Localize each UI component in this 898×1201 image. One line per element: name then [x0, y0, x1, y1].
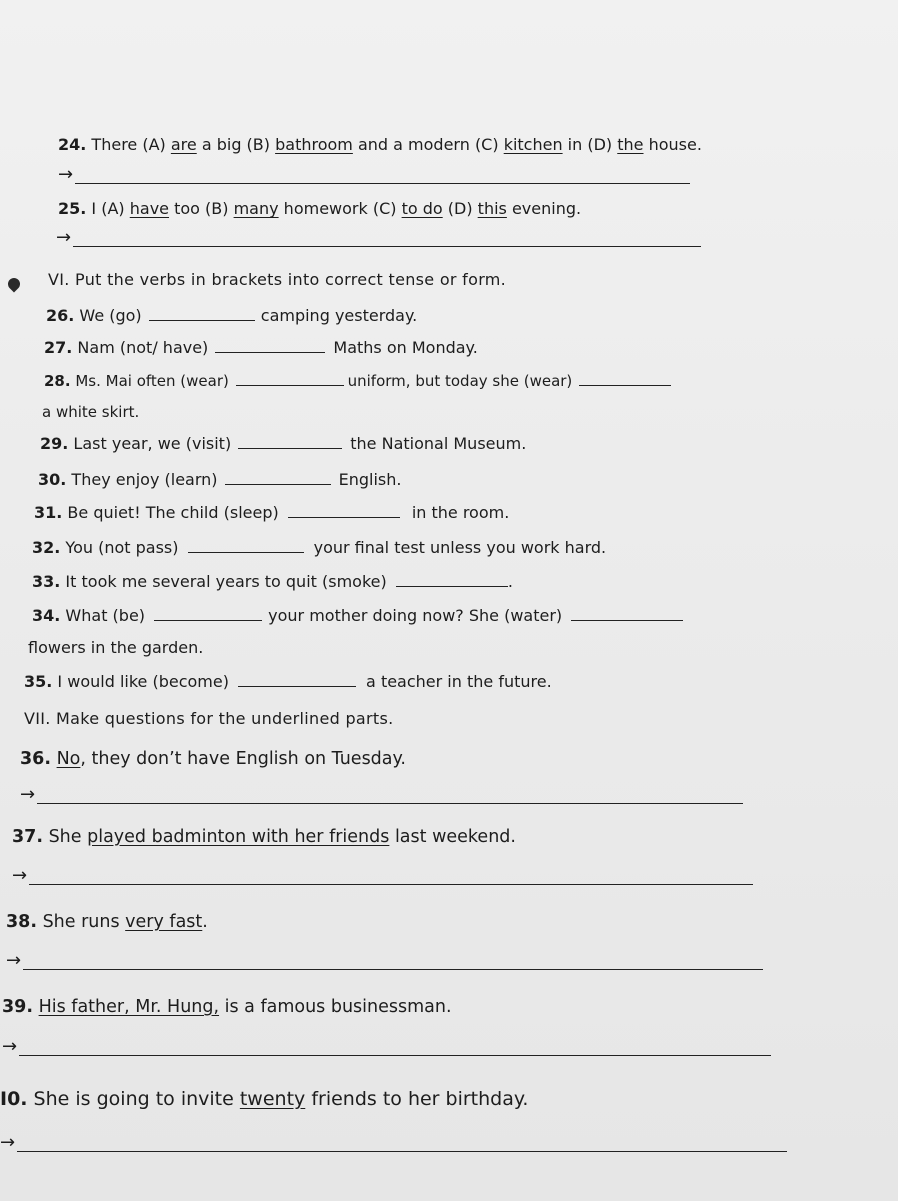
question-text: There (A) [86, 135, 171, 154]
question-40 [0, 1088, 528, 1110]
arrow-icon: → [12, 865, 28, 886]
fill-blank[interactable] [225, 472, 331, 485]
underlined-option-a: have [129, 199, 170, 218]
fill-blank[interactable] [149, 308, 255, 321]
underlined-option-c: to do [401, 199, 443, 218]
answer-line-36[interactable] [20, 786, 743, 804]
fill-blank[interactable] [396, 574, 508, 587]
question-32 [32, 538, 606, 557]
question-text: too (B) [169, 199, 234, 218]
question-28 [44, 372, 671, 390]
question-29 [40, 434, 526, 453]
question-text: I would like (become) [52, 672, 235, 691]
question-text: Nam (not/ have) [72, 338, 214, 357]
question-text: (D) [442, 199, 478, 218]
question-number: 24. [58, 135, 87, 154]
answer-blank[interactable] [19, 1043, 771, 1056]
question-number: 30. [38, 470, 67, 489]
question-27 [44, 338, 478, 357]
answer-line-39[interactable] [2, 1038, 771, 1056]
question-text: . [507, 572, 513, 591]
section-vii-title: VII. Make questions for the underlined parts. [24, 709, 394, 728]
answer-blank[interactable] [17, 1139, 787, 1152]
question-text: It took me several years to quit (smoke) [60, 572, 392, 591]
answer-line-24[interactable] [58, 166, 690, 184]
question-text: in (D) [562, 135, 618, 154]
question-number: 33. [32, 572, 61, 591]
fill-blank[interactable] [238, 674, 356, 687]
fill-blank[interactable] [288, 505, 400, 518]
question-text: Last year, we (visit) [68, 434, 237, 453]
question-number: 25. [58, 199, 87, 218]
answer-blank[interactable] [75, 171, 690, 184]
underlined-option-c: kitchen [503, 135, 563, 154]
question-number: 32. [32, 538, 61, 557]
question-39 [2, 997, 452, 1017]
question-text: in the room. [411, 503, 510, 522]
question-number: 28. [44, 372, 71, 390]
question-text: Maths on Monday. [333, 338, 478, 357]
underlined-part: His father, Mr. Hung, [38, 997, 220, 1017]
answer-blank[interactable] [29, 872, 753, 885]
question-number: 26. [46, 306, 75, 325]
answer-line-40[interactable] [0, 1134, 787, 1152]
question-text: What (be) [60, 606, 151, 625]
question-37 [12, 827, 516, 847]
question-text: Ms. Mai often (wear) [70, 372, 234, 390]
question-text: homework (C) [278, 199, 402, 218]
question-text: We (go) [74, 306, 147, 325]
question-34-continued: flowers in the garden. [28, 638, 204, 657]
question-number: 31. [34, 503, 63, 522]
question-24 [58, 135, 702, 154]
underlined-option-b: many [233, 199, 279, 218]
underlined-option-d: the [617, 135, 644, 154]
question-text: Be quiet! The child (sleep) [62, 503, 284, 522]
question-33 [32, 572, 513, 591]
question-28-continued: a white skirt. [42, 403, 140, 421]
underlined-option-b: bathroom [275, 135, 353, 154]
underlined-option-d: this [477, 199, 507, 218]
section-vi-title: VI. Put the verbs in brackets into correct tense or form. [48, 270, 507, 289]
question-38 [6, 912, 208, 932]
answer-line-37[interactable] [12, 867, 753, 885]
question-text: a big (B) [196, 135, 276, 154]
question-36 [20, 749, 406, 769]
question-text: house. [643, 135, 702, 154]
question-text: last weekend. [389, 827, 516, 847]
underlined-option-a: are [170, 135, 197, 154]
question-25 [58, 199, 581, 218]
question-text: . [202, 912, 208, 932]
question-text: English. [338, 470, 402, 489]
answer-blank[interactable] [73, 234, 701, 247]
answer-line-38[interactable] [6, 952, 763, 970]
question-text: is a famous businessman. [219, 997, 452, 1017]
underlined-part: No [56, 749, 81, 769]
question-text: a teacher in the future. [366, 672, 552, 691]
question-text: You (not pass) [60, 538, 184, 557]
question-text: She is going to invite [27, 1088, 240, 1110]
fill-blank[interactable] [236, 373, 344, 386]
question-26 [46, 306, 417, 325]
question-text: , they don’t have English on Tuesday. [80, 749, 406, 769]
question-text: She [43, 827, 88, 847]
question-number: 29. [40, 434, 69, 453]
question-text: evening. [506, 199, 582, 218]
question-number: 35. [24, 672, 53, 691]
question-number: 39. [2, 997, 34, 1017]
arrow-icon: → [58, 164, 74, 185]
question-text: your mother doing now? She (water) [268, 606, 568, 625]
question-text: uniform, but today she (wear) [347, 372, 578, 390]
fill-blank[interactable] [571, 608, 683, 621]
question-number: 36. [20, 749, 52, 769]
bullet-marker-icon [6, 276, 23, 293]
arrow-icon: → [0, 1132, 16, 1153]
question-35 [24, 672, 552, 691]
question-number: I0. [0, 1088, 28, 1110]
fill-blank[interactable] [579, 373, 671, 386]
question-text: friends to her birthday. [305, 1088, 529, 1110]
fill-blank[interactable] [215, 340, 325, 353]
question-number: 38. [6, 912, 38, 932]
arrow-icon: → [2, 1036, 18, 1057]
answer-blank[interactable] [23, 957, 763, 970]
underlined-part: played badminton with her friends [87, 827, 390, 847]
fill-blank[interactable] [154, 608, 262, 621]
underlined-part: very fast [125, 912, 203, 932]
question-number: 34. [32, 606, 61, 625]
question-text: She runs [37, 912, 126, 932]
question-31 [34, 503, 509, 522]
question-number: 27. [44, 338, 73, 357]
fill-blank[interactable] [238, 436, 342, 449]
question-text: camping yesterday. [260, 306, 418, 325]
question-text: and a modern (C) [352, 135, 504, 154]
arrow-icon: → [20, 784, 36, 805]
question-text: your final test unless you work hard. [313, 538, 607, 557]
question-34 [32, 606, 683, 625]
fill-blank[interactable] [188, 540, 304, 553]
question-text: the National Museum. [350, 434, 527, 453]
question-number: 37. [12, 827, 44, 847]
arrow-icon: → [56, 227, 72, 248]
arrow-icon: → [6, 950, 22, 971]
answer-blank[interactable] [37, 791, 743, 804]
underlined-part: twenty [239, 1088, 306, 1110]
answer-line-25[interactable] [56, 229, 701, 247]
question-text: I (A) [86, 199, 130, 218]
question-30 [38, 470, 401, 489]
question-text: They enjoy (learn) [66, 470, 223, 489]
